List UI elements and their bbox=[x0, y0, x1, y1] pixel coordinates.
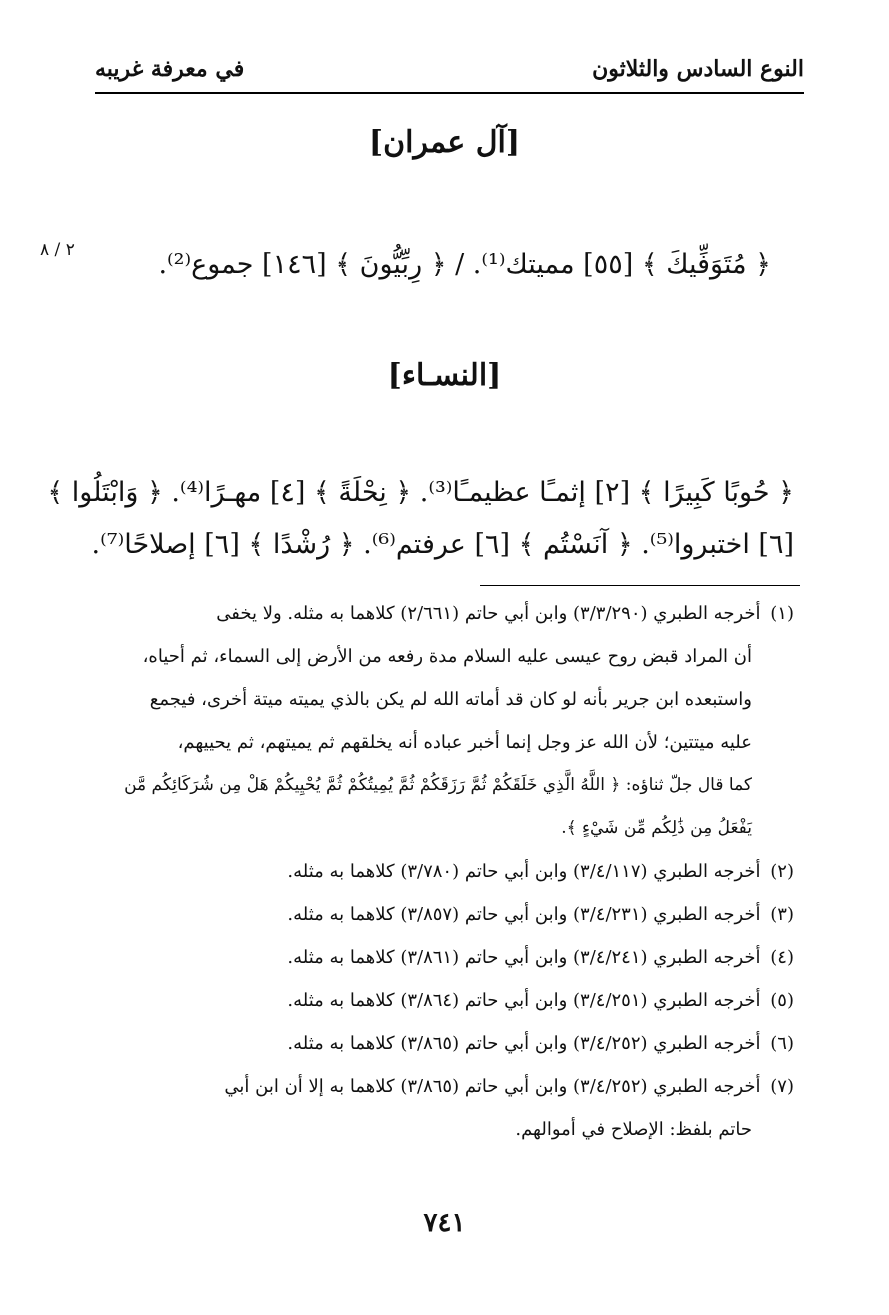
footnotes bbox=[85, 592, 794, 1151]
footnote-number: (١) bbox=[770, 603, 794, 624]
footnote-continuation: حاتم بلفظ: الإصلاح في أموالهم. bbox=[515, 1119, 752, 1140]
footnote-continuation: يَفْعَلُ مِن ذَٰلِكُم مِّن شَيْءٍ ﴾. bbox=[561, 818, 752, 838]
footnote-2 bbox=[85, 850, 794, 893]
footnote-text: أخرجه الطبري (٣/٣/٢٩٠) وابن أبي حاتم (٢/٦٦١) كلاهما به مثله. ولا يخفى bbox=[216, 603, 761, 624]
nisa-glosses-line-1: ﴿ حُوبًا كَبِيرًا ﴾ [٢] إثمـًا عظيمـًا⁽³⁾. ﴿ نِحْلَةً ﴾ [٤] مهـرًا⁽⁴⁾. ﴿ وَابْتَلُوا ﴾ bbox=[47, 477, 794, 508]
nisa-glosses-line-2: [٦] اختبروا⁽⁵⁾. ﴿ آنَسْتُم ﴾ [٦] عرفتم⁽⁶⁾. ﴿ رُشْدًا ﴾ [٦] إصلاحًا⁽⁷⁾. bbox=[91, 529, 794, 560]
footnote-continuation: عليه ميتتين؛ لأن الله عز وجل إنما أخبر عباده أنه يخلقهم ثم يميتهم، ثم يحييهم، bbox=[177, 732, 752, 753]
al-imran-glosses: ﴿ مُتَوَفِّيكَ ﴾ [٥٥] مميتك⁽¹⁾. / ﴿ رِبِّيُّونَ ﴾ [١٤٦] جموع⁽²⁾. bbox=[158, 249, 771, 280]
footnote-number: (٣) bbox=[770, 904, 794, 925]
footnote-text: أخرجه الطبري (٣/٤/٢٥٢) وابن أبي حاتم (٣/٨٦٥) كلاهما به مثله. bbox=[287, 1033, 761, 1054]
footnote-continuation: أن المراد قبض روح عيسى عليه السلام مدة رفعه من الأرض إلى السماء، ثم أحياه، bbox=[142, 646, 752, 667]
margin-reference: ٢ / ٨ bbox=[40, 240, 75, 260]
footnote-text: أخرجه الطبري (٣/٤/٢٥٢) وابن أبي حاتم (٣/٨٦٥) كلاهما به إلا أن ابن أبي bbox=[224, 1076, 761, 1097]
footnote-4 bbox=[85, 936, 794, 979]
footnote-number: (٧) bbox=[770, 1076, 794, 1097]
footnote-number: (٢) bbox=[770, 861, 794, 882]
footnote-5 bbox=[85, 979, 794, 1022]
footnote-number: (٦) bbox=[770, 1033, 794, 1054]
footnote-text: أخرجه الطبري (٣/٤/١١٧) وابن أبي حاتم (٣/٧٨٠) كلاهما به مثله. bbox=[287, 861, 761, 882]
footnote-continuation: كما قال جلّ ثناؤه: ﴿ اللَّهُ الَّذِي خَلَقَكُمْ ثُمَّ رَزَقَكُمْ ثُمَّ يُمِيتُكُمْ ثُمَّ يُحْيِيكُمْ هَلْ مِن شُرَكَائِكُم مَّن bbox=[124, 775, 752, 795]
surah-title-nisa: [النسـاء] bbox=[387, 358, 502, 393]
footnote-1 bbox=[85, 592, 794, 850]
footnote-number: (٥) bbox=[770, 990, 794, 1011]
footnote-continuation: واستبعده ابن جرير بأنه لو كان قد أماته الله لم يكن بالذي يميته ميتة أخرى، فيجمع bbox=[149, 689, 752, 710]
header-book-section: في معرفة غريبه bbox=[95, 56, 245, 82]
footnote-text: أخرجه الطبري (٣/٤/٢٥١) وابن أبي حاتم (٣/٨٦٤) كلاهما به مثله. bbox=[287, 990, 761, 1011]
footnote-3 bbox=[85, 893, 794, 936]
page-number: ٧٤١ bbox=[423, 1208, 466, 1238]
footnote-divider bbox=[480, 585, 800, 586]
footnote-text: أخرجه الطبري (٣/٤/٢٣١) وابن أبي حاتم (٣/٨٥٧) كلاهما به مثله. bbox=[287, 904, 761, 925]
footnote-6 bbox=[85, 1022, 794, 1065]
footnote-text: أخرجه الطبري (٣/٤/٢٤١) وابن أبي حاتم (٣/٨٦١) كلاهما به مثله. bbox=[287, 947, 761, 968]
surah-title-al-imran: [آل عمران] bbox=[368, 125, 521, 160]
running-header bbox=[95, 48, 804, 94]
header-chapter-title: النوع السادس والثلاثون bbox=[592, 56, 804, 82]
footnote-number: (٤) bbox=[770, 947, 794, 968]
footnote-7 bbox=[85, 1065, 794, 1151]
